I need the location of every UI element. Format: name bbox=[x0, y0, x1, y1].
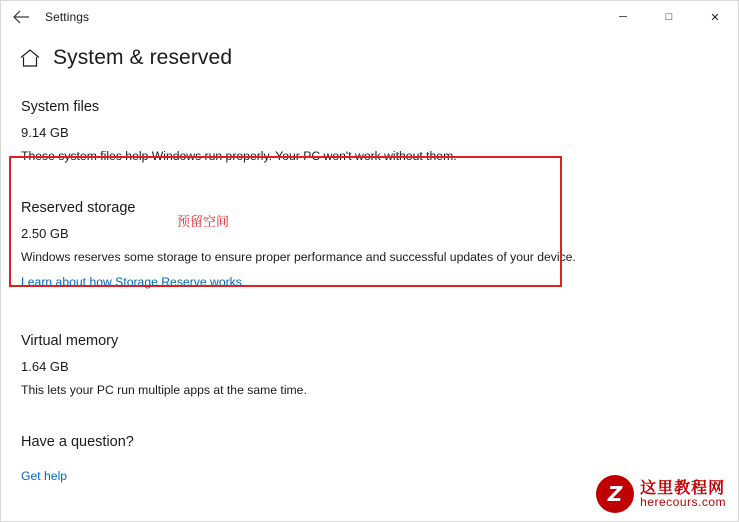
home-icon[interactable] bbox=[17, 45, 43, 71]
virtual-memory-description: This lets your PC run multiple apps at the same time. bbox=[21, 383, 307, 398]
annotation-text: 预留空间 bbox=[177, 215, 230, 230]
section-title: Virtual memory bbox=[21, 333, 119, 350]
section-system-files bbox=[21, 99, 718, 166]
caption-buttons bbox=[600, 1, 738, 33]
window-title: Settings bbox=[45, 10, 90, 24]
watermark-line2: herecours.com bbox=[640, 495, 726, 510]
system-files-size: 9.14 GB bbox=[21, 125, 69, 140]
system-files-description: These system files help Windows run properly. Your PC won't work without them. bbox=[21, 149, 457, 163]
section-title: Reserved storage bbox=[21, 199, 136, 216]
back-arrow-icon bbox=[13, 10, 30, 24]
section-title: Have a question? bbox=[21, 434, 134, 451]
close-button[interactable]: ✕ bbox=[710, 11, 720, 24]
title-bar bbox=[1, 1, 738, 33]
get-help-link[interactable]: Get help bbox=[21, 469, 68, 484]
page-title: System & reserved bbox=[53, 46, 233, 69]
reserved-storage-size: 2.50 GB bbox=[21, 225, 69, 241]
minimize-button[interactable]: ─ bbox=[619, 11, 627, 23]
back-button[interactable] bbox=[1, 1, 41, 33]
maximize-button[interactable]: □ bbox=[665, 11, 673, 23]
storage-reserve-link[interactable]: Learn about how Storage Reserve works bbox=[21, 275, 242, 290]
virtual-memory-size: 1.64 GB bbox=[21, 359, 69, 375]
section-virtual-memory bbox=[21, 333, 718, 400]
watermark-line1: 这里教程网 bbox=[640, 477, 726, 497]
watermark bbox=[596, 475, 726, 513]
watermark-text bbox=[640, 479, 726, 510]
section-reserved-storage bbox=[21, 200, 718, 292]
reserved-storage-description: Windows reserves some storage to ensure proper performance and successful updates of your device. bbox=[21, 249, 576, 264]
watermark-logo: Z bbox=[596, 475, 634, 513]
settings-content bbox=[1, 71, 738, 485]
section-title: System files bbox=[21, 99, 100, 115]
page-header bbox=[1, 33, 738, 71]
